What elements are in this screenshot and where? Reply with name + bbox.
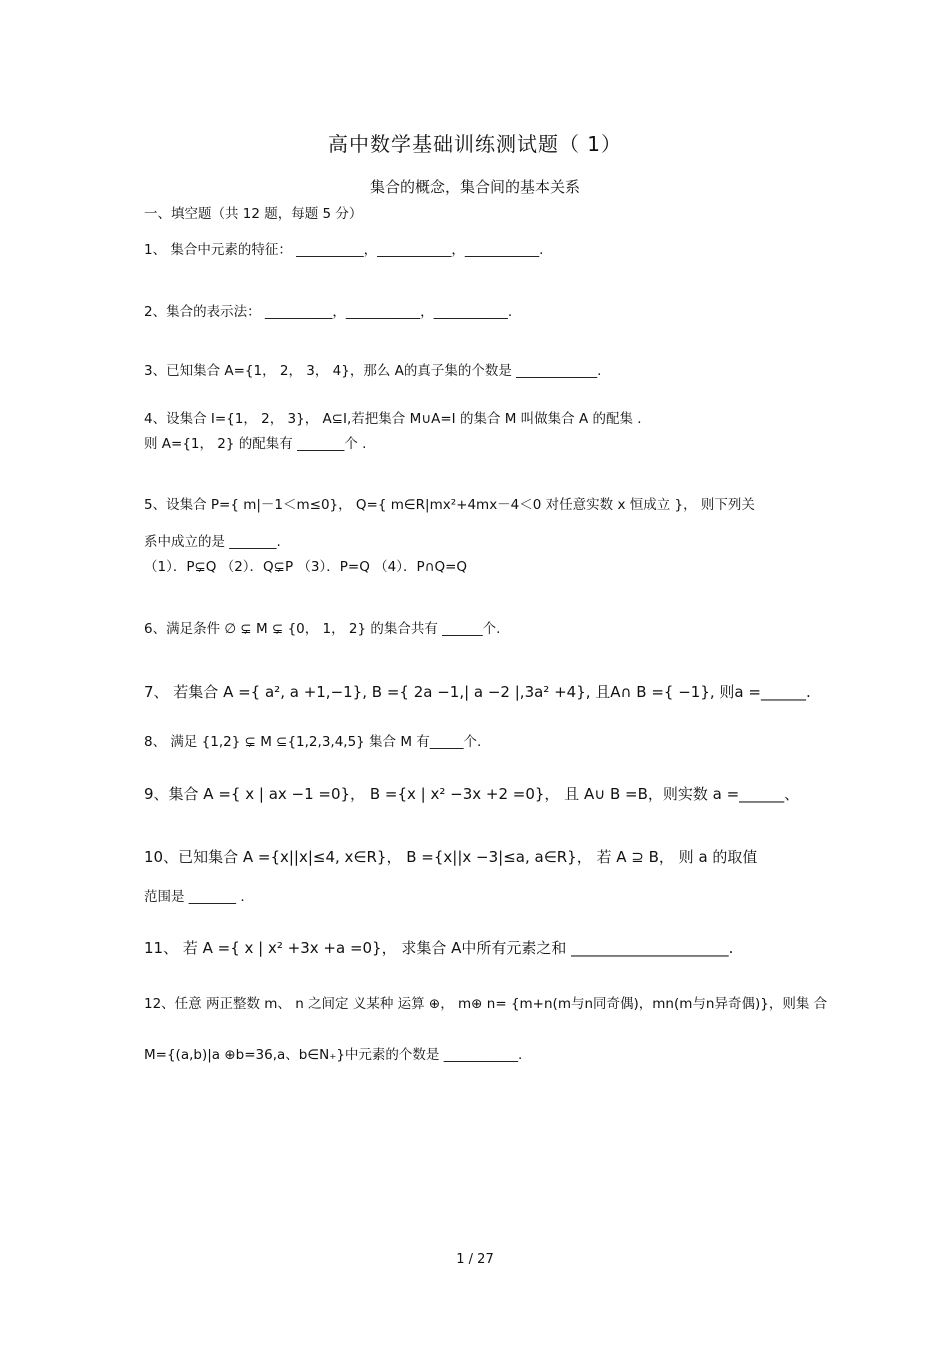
question-1: 1、 集合中元素的特征： __________，___________，___________. [144, 242, 544, 258]
question-5-options: （1）．P⊊Q （2）．Q⊊P （3）．P=Q （4）．P∩Q=Q [144, 559, 468, 575]
page-subtitle: 集合的概念，集合间的基本关系 [369, 178, 580, 196]
question-10-line-1: 10、已知集合 A ={x||x|≤4, x∈R}， B ={x||x −3|≤a, a∈R}， 若 A ⊇ B， 则 a 的取值 [144, 848, 758, 866]
question-5-line-2: 系中成立的是 _______. [144, 534, 281, 550]
question-10-line-2: 范围是 _______ . [144, 889, 245, 905]
question-4-line-1: 4、设集合 I={1， 2， 3}， A⊆I,若把集合 M∪A=I 的集合 M 叫做集合 A 的配集 . [144, 411, 642, 427]
question-6: 6、满足条件 ∅ ⊊ M ⊊ {0， 1， 2} 的集合共有 ______个. [144, 621, 501, 637]
question-11: 11、 若 A ={ x | x² +3x +a =0}， 求集合 A中所有元素之和 _____________________. [144, 939, 734, 957]
page-title: 高中数学基础训练测试题（ 1） [327, 132, 623, 156]
page-number: 1 / 27 [456, 1252, 494, 1267]
question-12-line-2: M={(a,b)|a ⊕b=36,a、b∈N₊}中元素的个数是 ___________. [144, 1047, 523, 1063]
question-9: 9、集合 A ={ x | ax −1 =0}， B ={x | x² −3x +2 =0}， 且 A∪ B =B，则实数 a =______、 [144, 785, 800, 803]
question-4-line-2: 则 A={1， 2} 的配集有 _______个 . [144, 436, 367, 452]
question-2: 2、集合的表示法： __________，___________，___________. [144, 304, 513, 320]
question-3: 3、已知集合 A={1， 2， 3， 4}，那么 A的真子集的个数是 ____________. [144, 363, 602, 379]
question-8: 8、 满足 {1,2} ⊊ M ⊆{1,2,3,4,5} 集合 M 有_____个. [144, 734, 482, 750]
question-7: 7、 若集合 A ={ a², a +1,−1}, B ={ 2a −1,| a −2 |,3a² +4}, 且A∩ B ={ −1}, 则a =______. [144, 683, 811, 701]
section-heading: 一、填空题（共 12 题，每题 5 分） [144, 206, 363, 222]
question-12-line-1: 12、任意 两正整数 m、 n 之间定 义某种 运算 ⊕， m⊕ n= {m+n(m与n同奇偶)，mn(m与n异奇偶)}，则集 合 [144, 996, 828, 1012]
question-5-line-1: 5、设集合 P={ m|－1＜m≤0}， Q={ m∈R|mx²+4mx－4＜0 对任意实数 x 恒成立 }， 则下列关 [144, 497, 755, 513]
